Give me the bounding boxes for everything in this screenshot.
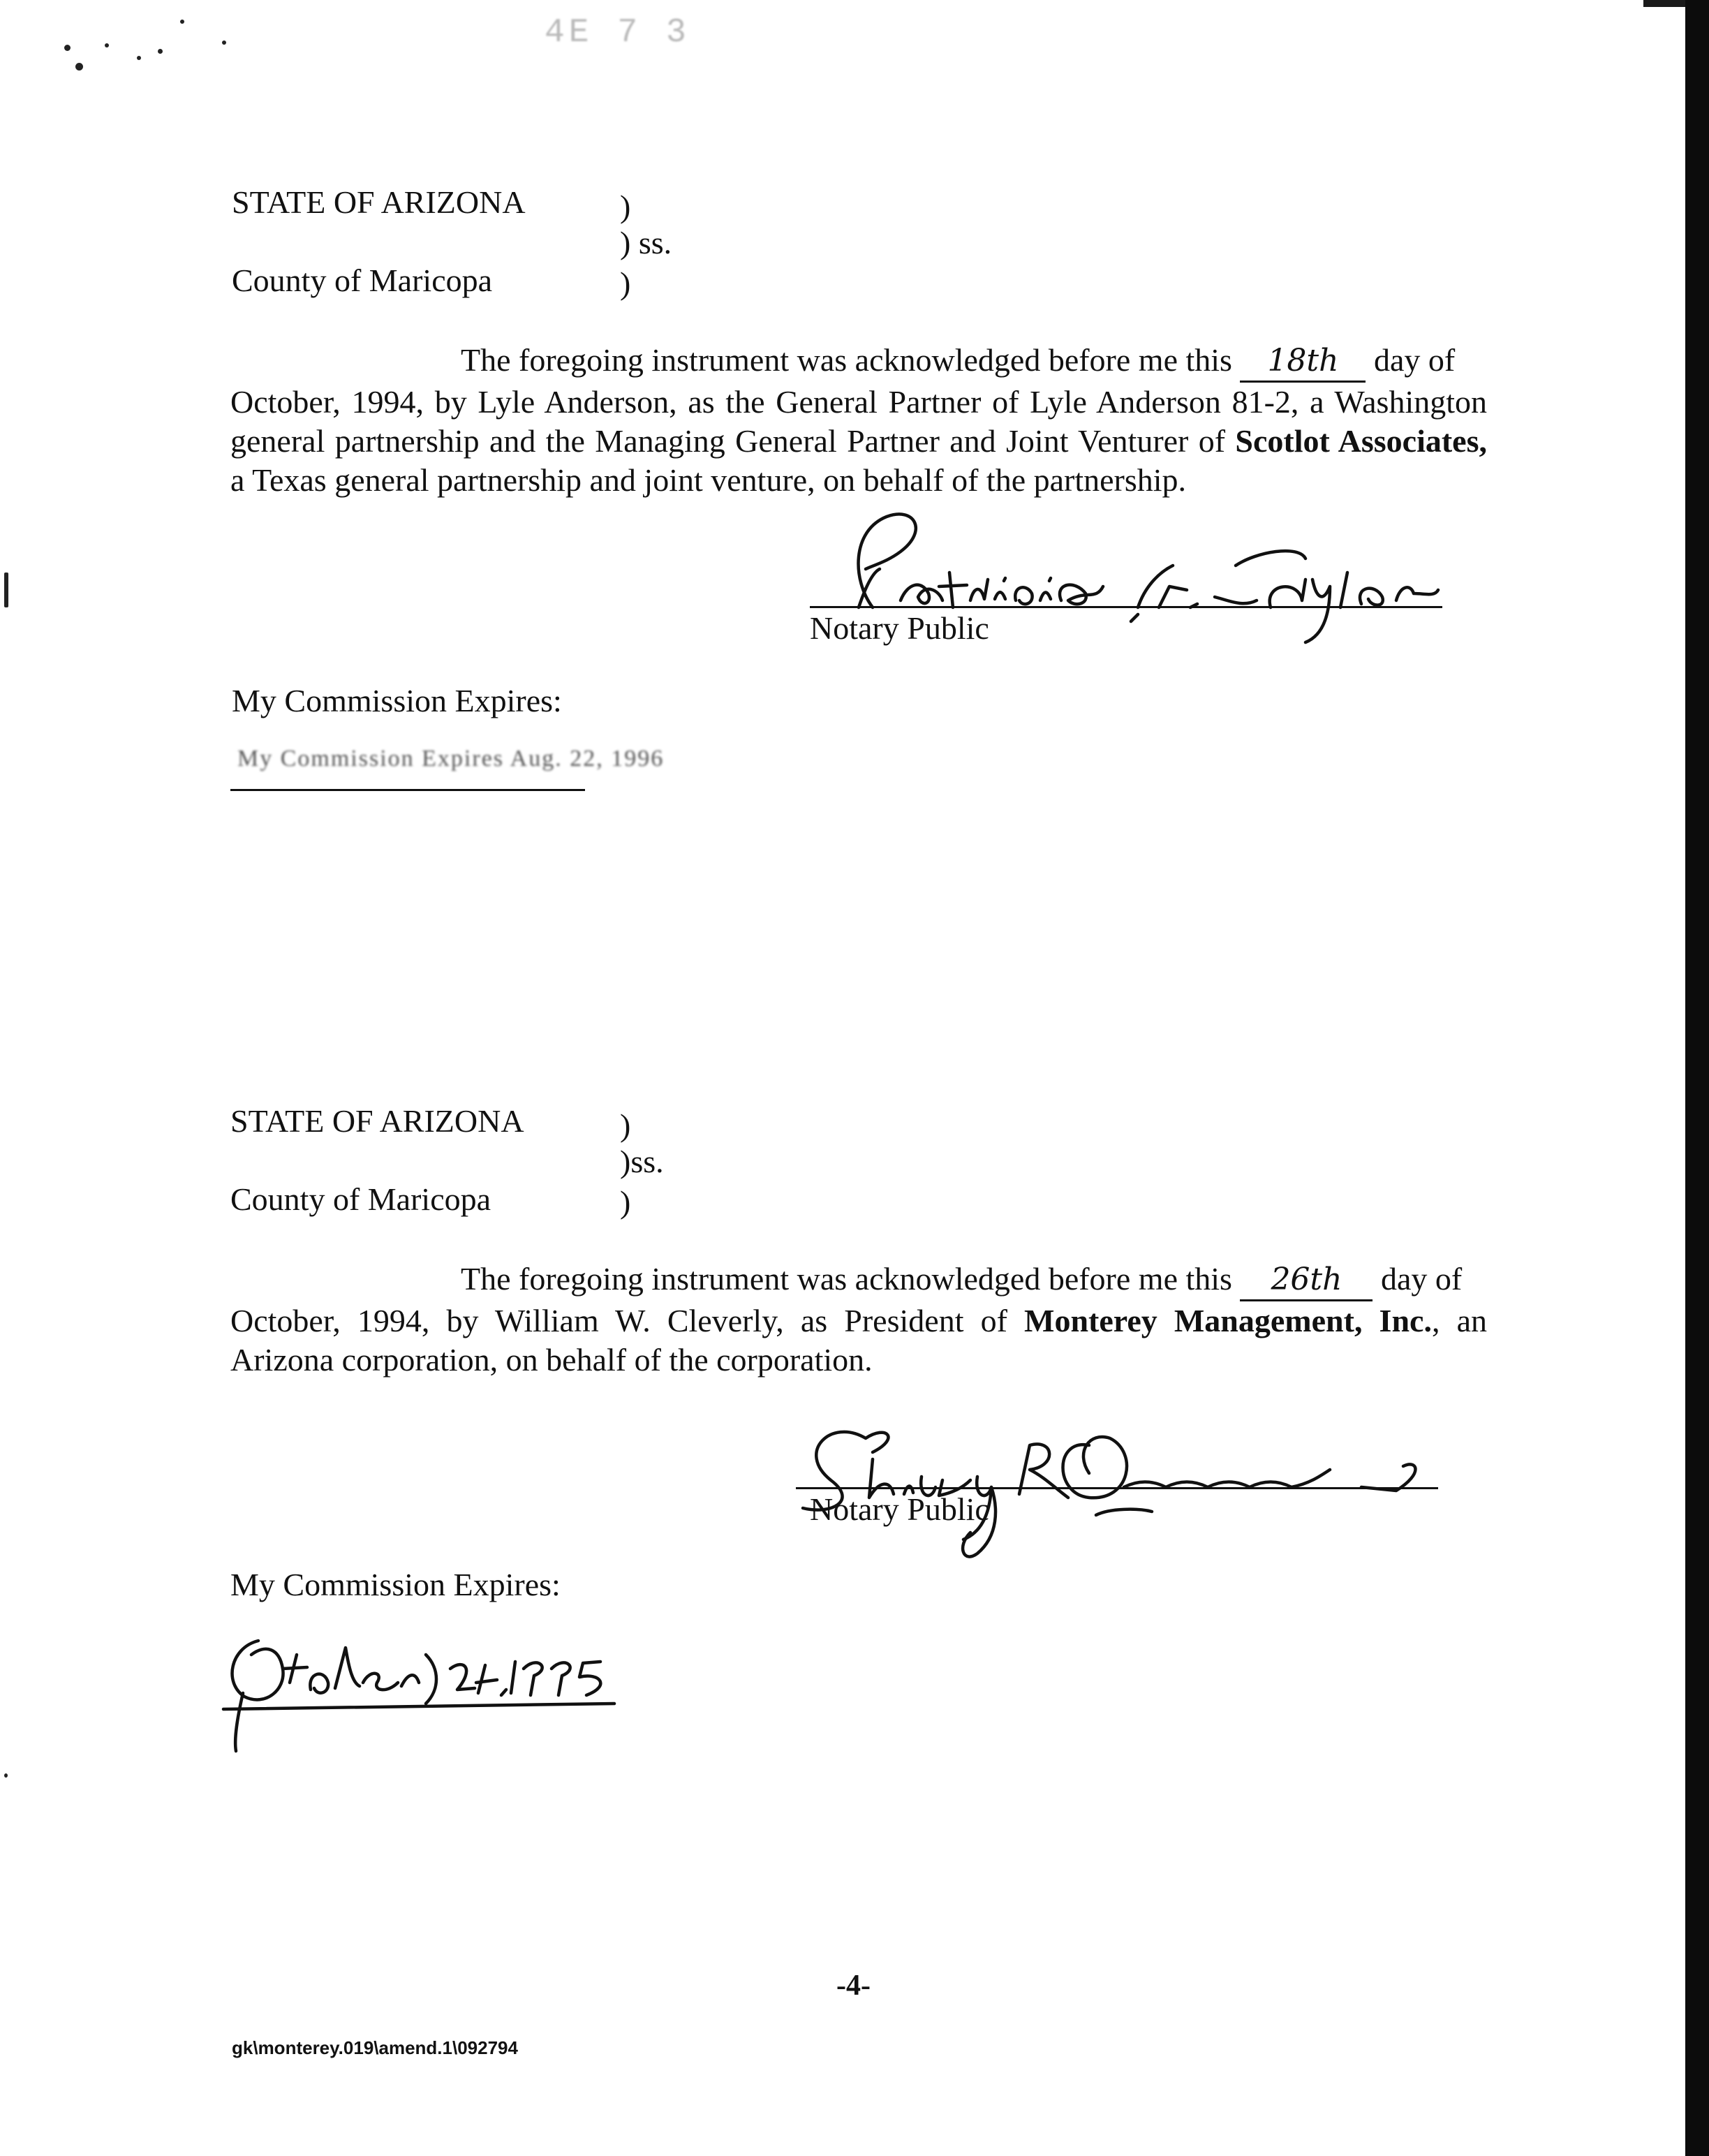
file-path: gk\monterey.019\amend.1\092794 (232, 2037, 518, 2058)
ack-line: Arizona corporation, on behalf of the corporation. (230, 1342, 873, 1378)
scan-speck (64, 45, 71, 51)
ack-text: day of (1380, 1261, 1463, 1297)
state-heading: STATE OF ARIZONA (230, 1103, 524, 1139)
paren-open: ) (620, 1107, 631, 1143)
paren-close: ) (620, 265, 631, 301)
party-name: Scotlot Associates, (1235, 423, 1487, 459)
scan-speck (4, 573, 8, 607)
ack-text: The foregoing instrument was acknowledged before me this (461, 1261, 1232, 1297)
scan-edge (1685, 0, 1709, 2156)
scan-speck (4, 1773, 8, 1778)
paren-close: ) (620, 1184, 631, 1220)
paren-open: ) (620, 189, 631, 224)
scan-speck (222, 40, 226, 45)
scan-speck (75, 63, 83, 71)
acknowledgment-paragraph (230, 1260, 1487, 1380)
commission-date-handwritten (223, 1627, 614, 1752)
ss-mark: )ss. (620, 1144, 664, 1179)
ss-mark: ) ss. (620, 225, 672, 260)
party-name: Monterey Management, Inc. (1024, 1303, 1432, 1338)
county-heading: County of Maricopa (230, 1181, 491, 1217)
top-stamp: 4E 7 3 (545, 14, 690, 52)
commission-stamp: My Commission Expires Aug. 22, 1996 (237, 746, 665, 771)
ack-line: general partnership and the Managing General Partner and Joint Venturer of Scotlot Associates, (230, 423, 1487, 459)
day-fill: 18th (1240, 341, 1366, 383)
scan-speck (180, 20, 184, 24)
acknowledgment-paragraph (230, 341, 1487, 500)
scan-speck (158, 49, 163, 54)
ack-line: October, 1994, by William W. Cleverly, as President of Monterey Management, Inc., an (230, 1303, 1488, 1338)
notary-public-label: Notary Public (810, 1491, 989, 1527)
signature-line (810, 606, 1442, 608)
county-heading: County of Maricopa (232, 263, 493, 298)
ack-line: October, 1994, by Lyle Anderson, as the General Partner of Lyle Anderson 81-2, a Washington (230, 384, 1487, 420)
signature-line (796, 1487, 1438, 1489)
commission-line (230, 789, 585, 791)
ack-text: day of (1373, 342, 1456, 378)
scan-edge-top (1643, 0, 1685, 7)
scan-speck (137, 56, 141, 60)
page-number: -4- (836, 1970, 871, 2002)
commission-expires-label: My Commission Expires: (230, 1567, 561, 1602)
state-heading: STATE OF ARIZONA (232, 184, 526, 220)
day-fill: 26th (1240, 1260, 1373, 1301)
ack-line: a Texas general partnership and joint venture, on behalf of the partnership. (230, 462, 1187, 498)
commission-expires-label: My Commission Expires: (232, 683, 562, 718)
scan-speck (105, 43, 109, 47)
ack-text: The foregoing instrument was acknowledged before me this (461, 342, 1232, 378)
notary-public-label: Notary Public (810, 610, 989, 646)
